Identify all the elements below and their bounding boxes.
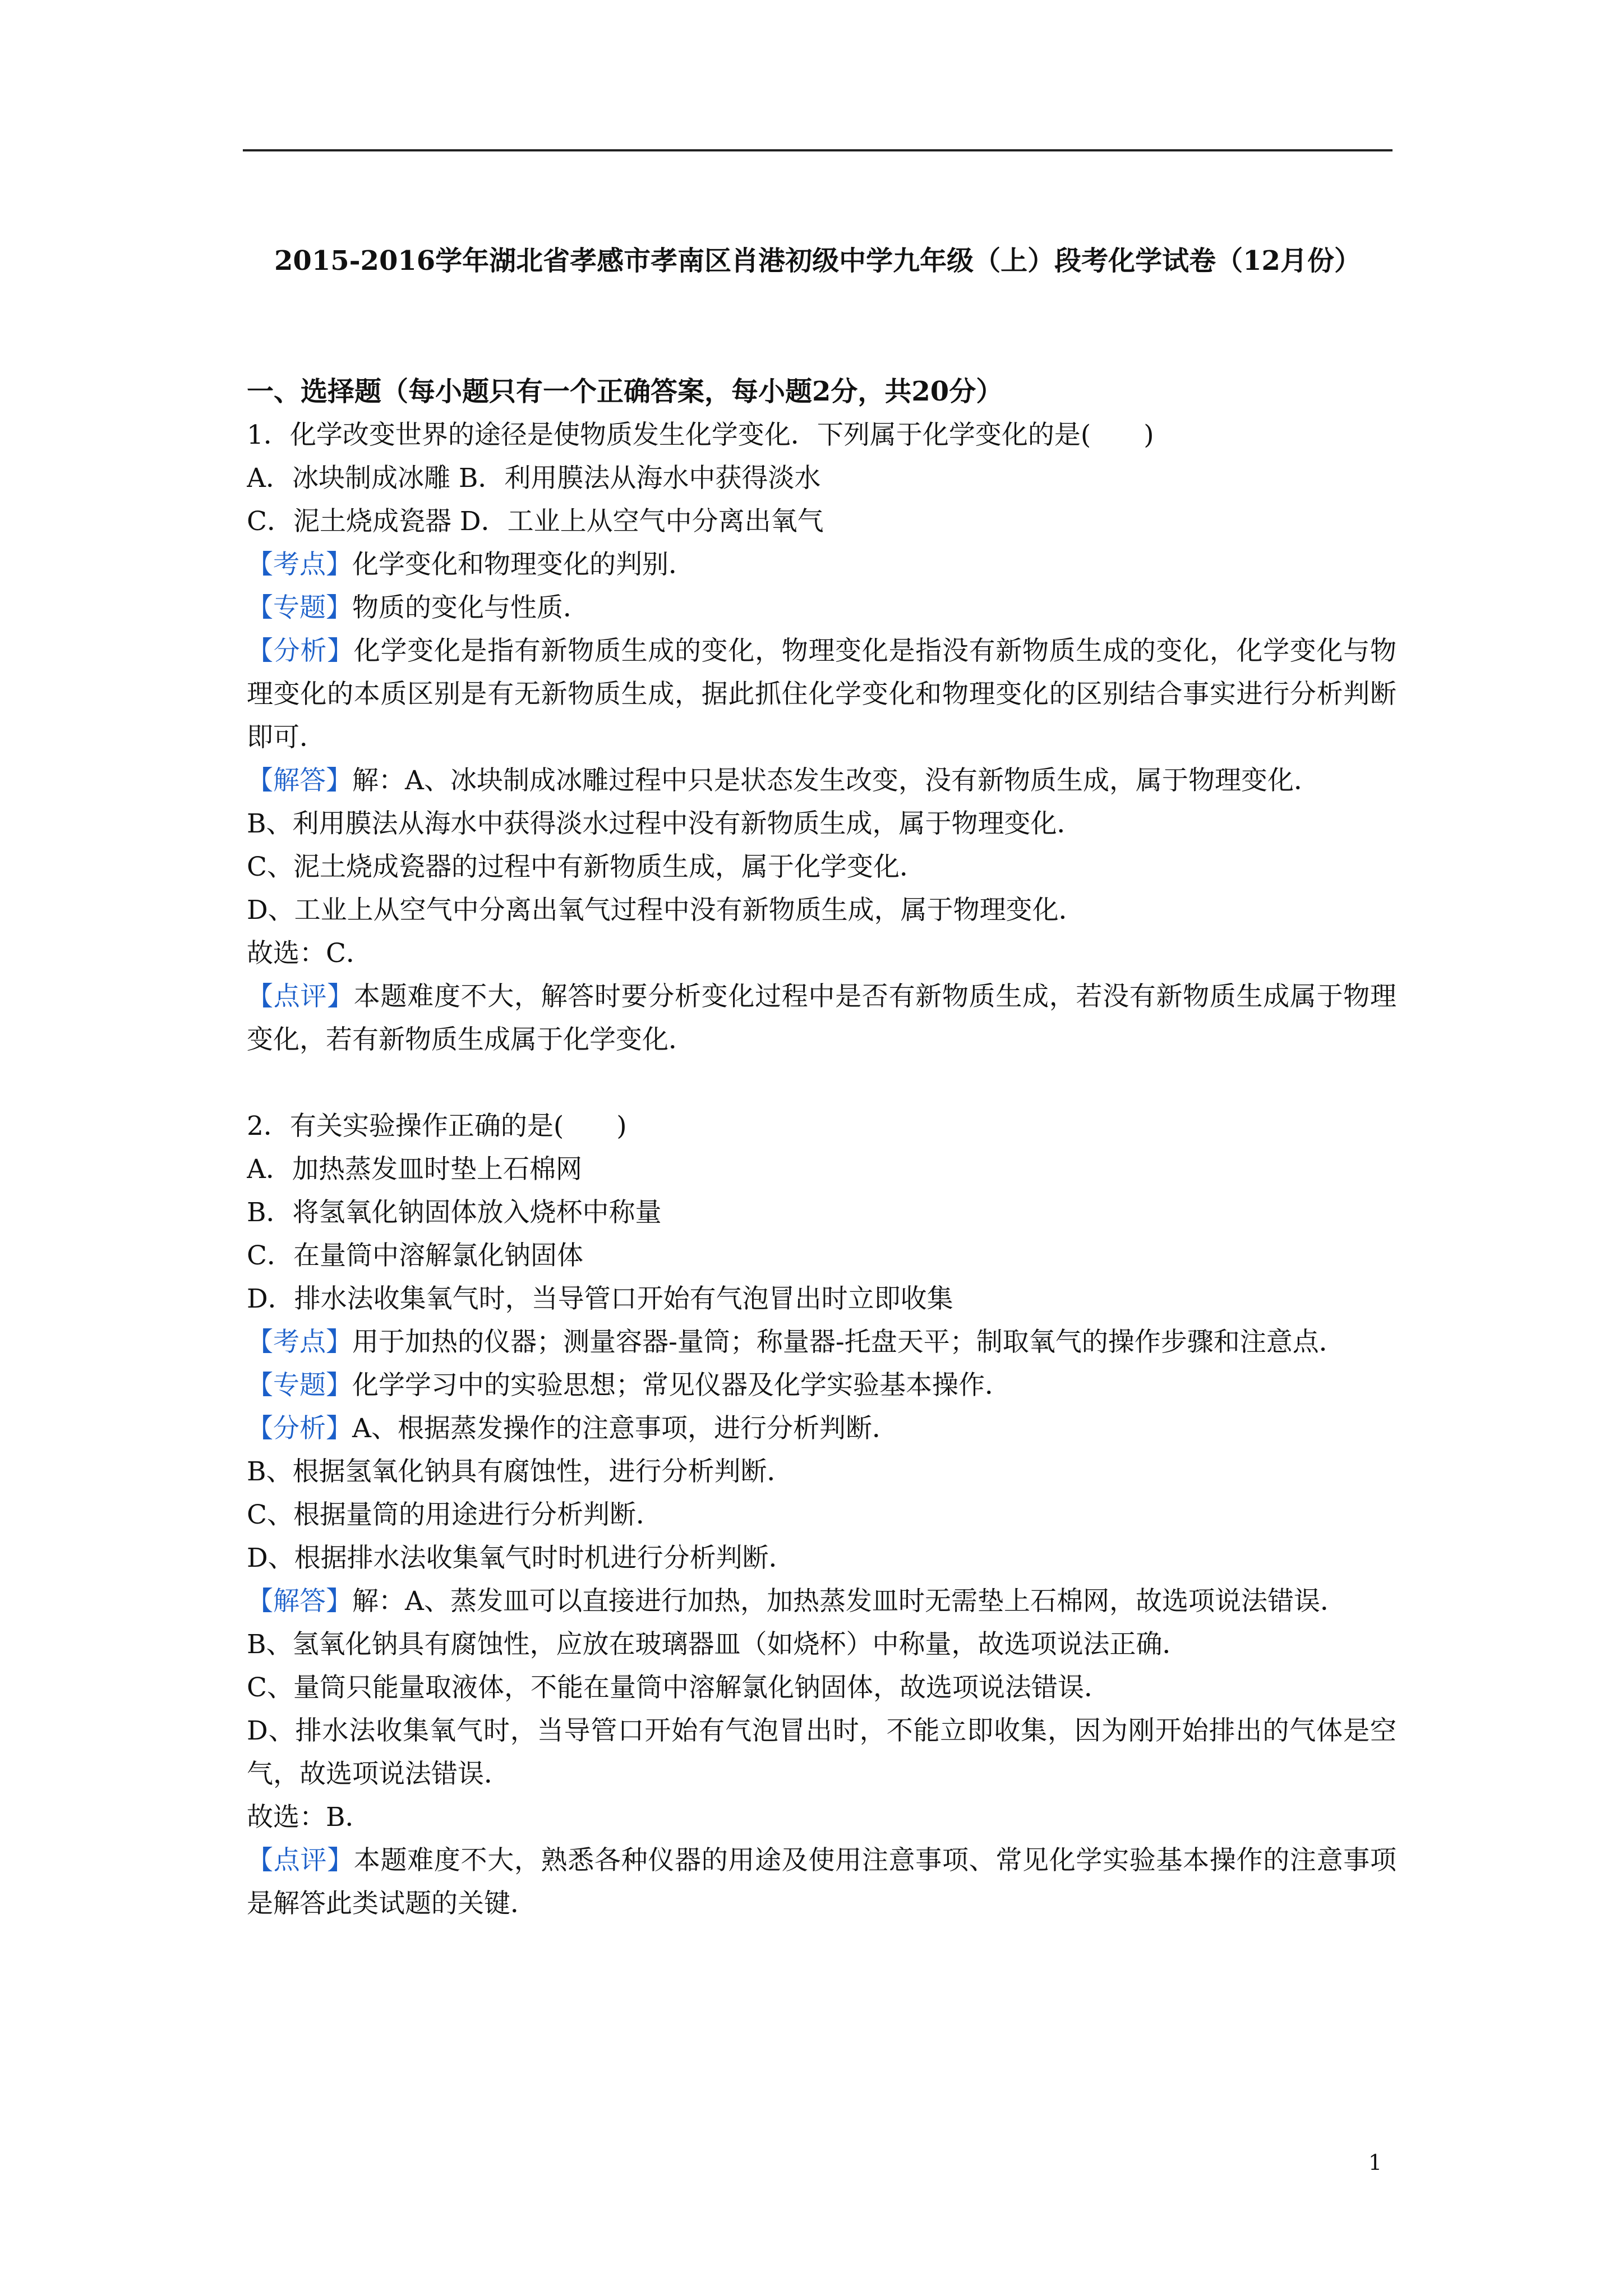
kaodian-tag: 【考点】 xyxy=(247,549,352,580)
jieda-c: C、泥土烧成瓷器的过程中有新物质生成，属于化学变化． xyxy=(247,852,926,882)
dianping-tag: 【点评】 xyxy=(247,1845,354,1876)
fenxi-b: B、根据氢氧化钠具有腐蚀性，进行分析判断． xyxy=(247,1456,794,1487)
question-1 xyxy=(247,413,1396,1061)
options-ab: A．冰块制成冰雕 B．利用膜法从海水中获得淡水 xyxy=(247,463,821,494)
jieda-text: 解：A、蒸发皿可以直接进行加热，加热蒸发皿时无需垫上石棉网，故选项说法错误． xyxy=(352,1586,1347,1617)
fenxi-text: A、根据蒸发操作的注意事项，进行分析判断． xyxy=(352,1413,898,1444)
kaodian-row xyxy=(247,1320,1396,1364)
jieda-row xyxy=(247,759,1396,802)
kaodian-tag: 【考点】 xyxy=(247,1327,352,1358)
question-stem: 1．化学改变世界的途径是使物质发生化学变化．下列属于化学变化的是( ) xyxy=(247,420,1154,450)
fenxi-d: D、根据排水法收集氧气时时机进行分析判断． xyxy=(247,1543,795,1573)
dianping-text: 本题难度不大，熟悉各种仪器的用途及使用注意事项、常见化学实验基本操作的注意事项是解答此类试题的关键． xyxy=(247,1845,1397,1919)
zhuanti-text: 化学学习中的实验思想；常见仪器及化学实验基本操作． xyxy=(352,1370,1011,1401)
fenxi-tag: 【分析】 xyxy=(247,1413,352,1444)
header-rule xyxy=(243,149,1393,151)
section-title: 一、选择题（每小题只有一个正确答案，每小题2分，共20分） xyxy=(247,376,1003,407)
zhuanti-row xyxy=(247,1364,1396,1407)
kaodian-row xyxy=(247,543,1396,586)
question-2 xyxy=(247,1105,1396,1925)
option-a: A．加热蒸发皿时垫上石棉网 xyxy=(247,1154,582,1185)
option-d: D．排水法收集氧气时，当导管口开始有气泡冒出时立即收集 xyxy=(247,1283,953,1314)
zhuanti-text: 物质的变化与性质． xyxy=(352,592,589,623)
jieda-tag: 【解答】 xyxy=(247,765,352,796)
dianping-row xyxy=(247,1839,1396,1925)
option-b: B．将氢氧化钠固体放入烧杯中称量 xyxy=(247,1197,662,1228)
jieda-text: 解：A、冰块制成冰雕过程中只是状态发生改变，没有新物质生成，属于物理变化． xyxy=(352,765,1320,796)
jieda-b: B、氢氧化钠具有腐蚀性，应放在玻璃器皿（如烧杯）中称量，故选项说法正确． xyxy=(247,1629,1189,1660)
page-number: 1 xyxy=(1368,2150,1382,2175)
dianping-tag: 【点评】 xyxy=(247,981,354,1012)
answer: 故选：C． xyxy=(247,938,372,969)
document-body xyxy=(247,370,1396,1925)
jieda-c: C、量筒只能量取液体，不能在量筒中溶解氯化钠固体，故选项说法错误． xyxy=(247,1672,1110,1703)
kaodian-text: 用于加热的仪器；测量容器-量筒；称量器-托盘天平；制取氧气的操作步骤和注意点． xyxy=(352,1327,1345,1358)
jieda-d: D、工业上从空气中分离出氧气过程中没有新物质生成，属于物理变化． xyxy=(247,895,1085,926)
document-title: 2015-2016学年湖北省孝感市孝南区肖港初级中学九年级（上）段考化学试卷（12月份） xyxy=(274,245,1361,277)
fenxi-tag: 【分析】 xyxy=(247,636,354,666)
zhuanti-row xyxy=(247,586,1396,629)
fenxi-c: C、根据量筒的用途进行分析判断． xyxy=(247,1499,662,1530)
jieda-b: B、利用膜法从海水中获得淡水过程中没有新物质生成，属于物理变化． xyxy=(247,808,1083,839)
question-stem: 2．有关实验操作正确的是( ) xyxy=(247,1111,627,1142)
fenxi-text: 化学变化是指有新物质生成的变化，物理变化是指没有新物质生成的变化，化学变化与物理变化的本质区别是有无新物质生成，据此抓住化学变化和物理变化的区别结合事实进行分析判断即可． xyxy=(247,636,1397,753)
jieda-row xyxy=(247,1580,1396,1623)
fenxi-row xyxy=(247,629,1396,759)
fenxi-row xyxy=(247,1407,1396,1450)
zhuanti-tag: 【专题】 xyxy=(247,592,352,623)
question-gap xyxy=(247,1061,1396,1105)
zhuanti-tag: 【专题】 xyxy=(247,1370,352,1401)
jieda-tag: 【解答】 xyxy=(247,1586,352,1617)
jieda-d: D、排水法收集氧气时，当导管口开始有气泡冒出时，不能立即收集，因为刚开始排出的气体是空气，故选项说法错误． xyxy=(247,1715,1396,1789)
kaodian-text: 化学变化和物理变化的判别． xyxy=(352,549,695,580)
dianping-text: 本题难度不大，解答时要分析变化过程中是否有新物质生成，若没有新物质生成属于物理变化，若有新物质生成属于化学变化． xyxy=(247,981,1397,1055)
options-cd: C．泥土烧成瓷器 D．工业上从空气中分离出氧气 xyxy=(247,506,824,537)
dianping-row xyxy=(247,975,1396,1061)
answer: 故选：B． xyxy=(247,1802,372,1833)
option-c: C．在量筒中溶解氯化钠固体 xyxy=(247,1240,583,1271)
